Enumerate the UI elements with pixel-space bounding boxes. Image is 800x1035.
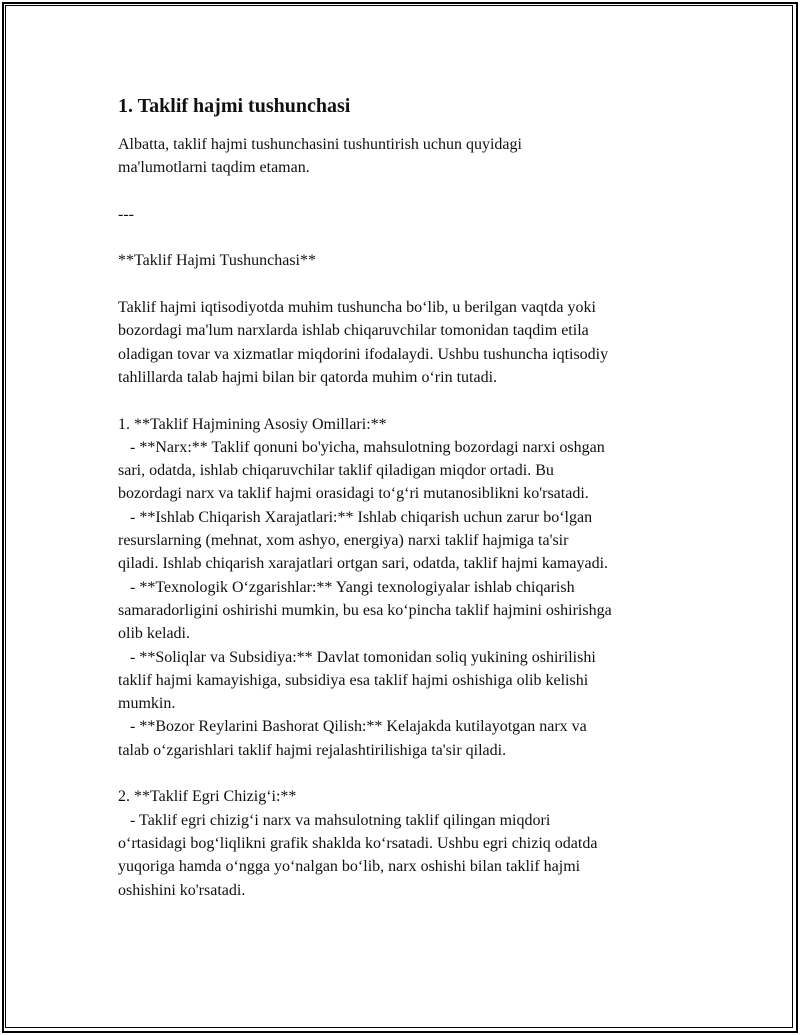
text-line: tahlillarda talab hajmi bilan bir qatorda muhim o‘rin tutadi. xyxy=(118,368,498,386)
section-subtitle: **Taklif Hajmi Tushunchasi** xyxy=(118,252,316,270)
list-heading: 1. **Taklif Hajmining Asosiy Omillari:** xyxy=(118,415,387,433)
list-item: - **Bozor Reylarini Bashorat Qilish:** Kelajakda kutilayotgan narx va xyxy=(118,718,587,736)
list-item: - **Ishlab Chiqarish Xarajatlari:** Ishlab chiqarish uchun zarur bo‘lgan xyxy=(118,508,593,526)
list-item: - Taklif egri chizig‘i narx va mahsulotning taklif qilingan miqdori xyxy=(118,811,551,829)
list-item: - **Soliqlar va Subsidiya:** Davlat tomonidan soliq yukining oshirilishi xyxy=(118,648,596,666)
intro-paragraph xyxy=(118,133,698,180)
text-line: o‘rtasidagi bog‘liqlikni grafik shaklda ko‘rsatadi. Ushbu egri chiziq odatda xyxy=(118,834,598,852)
separator-line: --- xyxy=(118,205,134,223)
list-item: - **Texnologik O‘zgarishlar:** Yangi texnologiyalar ishlab chiqarish xyxy=(118,578,575,596)
list-item: - **Narx:** Taklif qonuni bo'yicha, mahsulotning bozordagi narxi oshgan xyxy=(118,438,605,456)
text-line: samaradorligini oshirishi mumkin, bu esa ko‘pincha taklif hajmini oshirishga xyxy=(118,601,612,619)
factors-section xyxy=(118,413,698,762)
definition-paragraph xyxy=(118,296,698,389)
text-line: oladigan tovar va xizmatlar miqdorini ifodalaydi. Ushbu tushuncha iqtisodiy xyxy=(118,345,609,363)
list-heading: 2. **Taklif Egri Chizig‘i:** xyxy=(118,788,297,806)
text-line: ma'lumotlarni taqdim etaman. xyxy=(118,159,310,177)
paragraph-gap xyxy=(118,389,698,412)
text-line: taklif hajmi kamayishiga, subsidiya esa taklif hajmi oshishiga olib kelishi xyxy=(118,671,589,689)
paragraph-gap xyxy=(118,226,698,249)
text-line: Taklif hajmi iqtisodiyotda muhim tushuncha bo‘lib, u berilgan vaqtda yoki xyxy=(118,299,596,317)
text-line: yuqoriga hamda o‘ngga yo‘nalgan bo‘lib, narx oshishi bilan taklif hajmi xyxy=(118,858,581,876)
text-line: bozordagi ma'lum narxlarda ishlab chiqaruvchilar tomonidan taqdim etila xyxy=(118,322,589,340)
text-line: olib keladi. xyxy=(118,625,190,643)
document-title: 1. Taklif hajmi tushunchasi xyxy=(118,95,351,117)
document-body xyxy=(118,93,698,902)
paragraph-gap xyxy=(118,273,698,296)
paragraph-gap xyxy=(118,180,698,203)
text-line: talab o‘zgarishlari taklif hajmi rejalashtirilishiga ta'sir qiladi. xyxy=(118,741,507,759)
text-line: qiladi. Ishlab chiqarish xarajatlari ortgan sari, odatda, taklif hajmi kamayadi. xyxy=(118,555,609,573)
text-line: Albatta, taklif hajmi tushunchasini tushuntirish uchun quyidagi xyxy=(118,136,522,153)
text-line: mumkin. xyxy=(118,695,176,713)
text-line: bozordagi narx va taklif hajmi orasidagi to‘g‘ri mutanosiblikni ko'rsatadi. xyxy=(118,485,589,503)
text-line: sari, odatda, ishlab chiqaruvchilar taklif qiladigan miqdor ortadi. Bu xyxy=(118,462,554,480)
paragraph-gap xyxy=(118,762,698,785)
text-line: resurslarning (mehnat, xom ashyo, energiya) narxi taklif hajmiga ta'sir xyxy=(118,532,569,550)
text-line: oshishini ko'rsatadi. xyxy=(118,881,246,899)
supply-curve-section xyxy=(118,785,698,901)
